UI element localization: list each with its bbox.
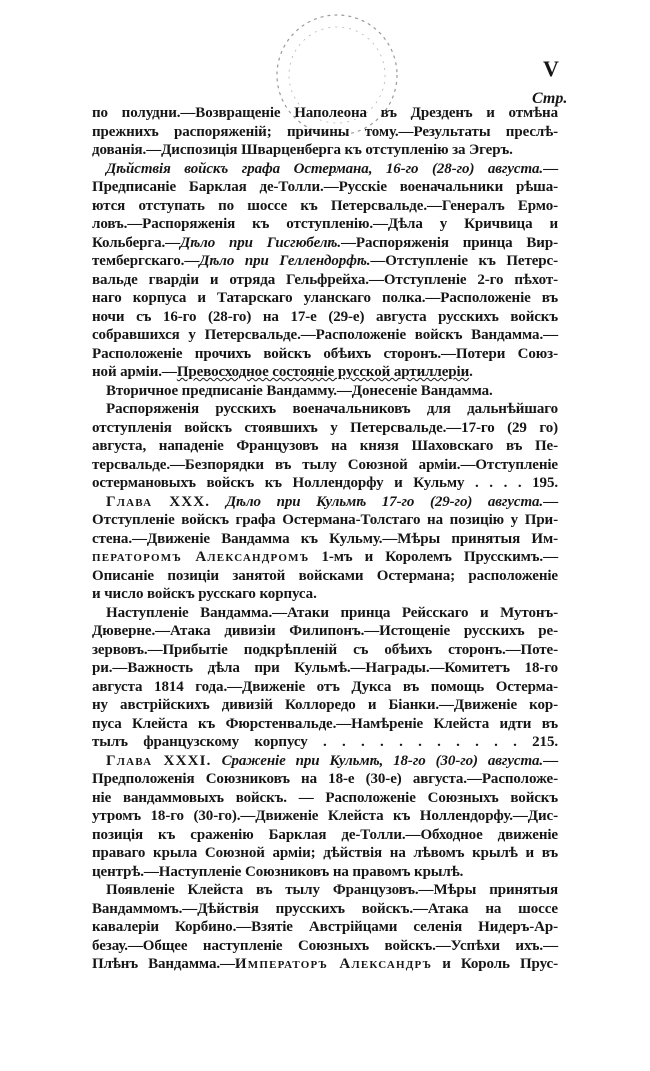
table-of-contents-text xyxy=(92,104,558,974)
text-line xyxy=(92,807,558,826)
text-line xyxy=(92,234,558,253)
text-line xyxy=(92,696,558,715)
text-line xyxy=(92,474,558,493)
text-line xyxy=(92,252,558,271)
small-caps-text: Императоръ Александръ xyxy=(234,956,433,972)
text-line xyxy=(92,493,558,512)
text-line xyxy=(92,881,558,900)
line-text: августа 1814 года.—Движеніе отъ Дукса въ помощь Остерма- xyxy=(92,678,558,695)
text-line xyxy=(92,678,558,697)
line-text: терсвальде.—Безпорядки въ тылу Союзной арміи.—Отступленіе xyxy=(92,456,558,473)
text-line xyxy=(92,548,558,567)
text-line xyxy=(92,955,558,974)
text-line xyxy=(92,733,558,752)
line-text: тембергскаго.— xyxy=(92,253,200,269)
line-text: центрѣ.—Наступленіе Союзниковъ на правомъ крылѣ. xyxy=(92,863,464,880)
text-line xyxy=(92,437,558,456)
text-line xyxy=(92,160,558,179)
underlined-text: Превосходное состояніе русской артиллеріи xyxy=(176,364,470,380)
small-caps-text: Глава XXX. xyxy=(106,493,211,510)
line-text: ной арміи.— xyxy=(92,364,177,380)
text-line xyxy=(92,604,558,623)
italic-heading-text: Сраженіе при Кульмѣ, 18-го (30-го) августа. xyxy=(211,752,544,769)
line-text: безау.—Общее наступленіе Союзныхъ войскъ.—Успѣхи ихъ.— xyxy=(92,937,558,954)
page-folio: V xyxy=(543,56,559,81)
line-text: Вандаммомъ.—Дѣйствія прусскихъ войскъ.—Атака на шоссе xyxy=(92,900,558,917)
text-line xyxy=(92,345,558,364)
text-line xyxy=(92,826,558,845)
line-text: прежнихъ распоряженій; причины тому.—Результаты преслѣ- xyxy=(92,123,558,140)
line-text: позиція къ сраженію Барклая де-Толли.—Обходное движеніе xyxy=(92,826,558,843)
line-text: Описаніе позиціи занятой войсками Остермана; расположеніе xyxy=(92,567,558,584)
line-text: Предписаніе Барклая де-Толли.—Русскіе военачальники рѣша- xyxy=(92,179,558,195)
line-text: —Отступленіе къ Петерс- xyxy=(370,253,559,269)
text-line xyxy=(92,511,558,530)
line-text: тылъ французскому корпусу . . . . . . . . . . . 215. xyxy=(92,734,558,750)
text-line xyxy=(92,215,558,234)
line-text: стена.—Движеніе Вандамма къ Кульму.—Мѣры принятыя Им- xyxy=(92,530,558,547)
line-text: ночи съ 16-го (28-го) на 17-е (29-е) августа русскихъ войскъ xyxy=(92,308,558,325)
line-text: Расположеніе прочихъ войскъ обѣихъ сторонъ.—Потери Союз- xyxy=(92,345,558,362)
line-text: Наступленіе Вандамма.—Атаки принца Рейсскаго и Мутонъ- xyxy=(106,604,558,621)
page-column-heading: Стр. xyxy=(532,90,568,107)
text-line xyxy=(92,937,558,956)
text-line xyxy=(92,289,558,308)
line-text: ну австрійскихъ дивизій Коллоредо и Біанки.—Движеніе кор- xyxy=(92,697,558,713)
text-line xyxy=(92,659,558,678)
line-text: вальде гвардіи и отряда Гельфрейха.—Отступленіе 2-го пѣхот- xyxy=(92,271,558,288)
text-line xyxy=(92,567,558,586)
text-line xyxy=(92,363,558,382)
line-text: и число войскъ русскаго корпуса. xyxy=(92,586,317,602)
line-text: Отступленіе войскъ графа Остермана-Толстаго на позицію у При- xyxy=(92,512,558,528)
text-line xyxy=(92,918,558,937)
line-text: Появленіе Клейста въ тылу Французовъ.—Мѣры принятыя xyxy=(106,882,558,898)
line-text: утромъ 18-го (30-го).—Движеніе Клейста къ Ноллендорфу.—Дис- xyxy=(92,808,558,824)
line-text: —Распоряженія принца Вир- xyxy=(340,234,558,251)
text-line xyxy=(92,863,558,882)
text-line xyxy=(92,585,558,604)
text-line xyxy=(92,382,558,401)
text-line xyxy=(92,400,558,419)
text-line xyxy=(92,271,558,290)
text-line xyxy=(92,104,558,123)
line-text: Предположенія Союзниковъ на 18-е (30-е) августа.—Расположе- xyxy=(92,771,558,787)
line-text: Вторичное предписаніе Вандамму.—Донесеніе Вандамма. xyxy=(106,382,493,399)
line-text: дованія.—Диспозиція Шварценберга къ отступленію за Эгеръ. xyxy=(92,142,513,158)
text-line xyxy=(92,715,558,734)
small-caps-text: Глава XXXI. xyxy=(106,752,212,769)
line-text: ри.—Важность дѣла при Кульмѣ.—Награды.—Комитетъ 18-го xyxy=(92,660,558,676)
text-line xyxy=(92,770,558,789)
line-text: по полудни.—Возвращеніе Наполеона въ Дрезденъ и отмѣна xyxy=(92,105,558,121)
text-line xyxy=(92,141,558,160)
line-text: и Король Прус- xyxy=(432,956,558,972)
line-text: праваго крыла Союзной арміи; дѣйствія на лѣвомъ крылѣ и въ xyxy=(92,845,558,861)
line-text: — xyxy=(543,493,558,510)
text-line xyxy=(92,752,558,771)
line-text: — xyxy=(543,752,558,769)
line-text: — xyxy=(543,160,558,177)
line-text: Кольберга.— xyxy=(92,234,181,251)
italic-heading-text: Дѣло при Гисгюбелѣ. xyxy=(180,234,341,251)
line-text: Плѣнъ Вандамма.— xyxy=(92,956,235,972)
line-text: кавалеріи Корбино.—Взятіе Австрійцами селенія Нидеръ-Ар- xyxy=(92,919,558,935)
line-text: августа, нападеніе Французовъ на князя Шаховскаго въ Пе- xyxy=(92,438,558,454)
line-text: 1-мъ и Королемъ Прусскимъ.— xyxy=(309,549,558,565)
line-text: ловъ.—Распоряженія къ отступленію.—Дѣла у Кричвица и xyxy=(92,216,558,232)
text-line xyxy=(92,123,558,142)
line-text: наго корпуса и Татарскаго уланскаго полка.—Расположеніе въ xyxy=(92,290,558,306)
italic-heading-text: Дѣло при Геллендорфѣ. xyxy=(199,253,371,269)
text-line xyxy=(92,197,558,216)
line-text: собравшихся у Петерсвальде.—Расположеніе войскъ Вандамма.— xyxy=(92,327,558,343)
small-caps-text: ператоромъ Александромъ xyxy=(92,549,310,565)
text-line xyxy=(92,789,558,808)
line-text: . xyxy=(469,364,473,380)
text-line xyxy=(92,641,558,660)
text-line xyxy=(92,844,558,863)
text-line xyxy=(92,530,558,549)
text-line xyxy=(92,900,558,919)
line-text: Дюверне.—Атака дивизіи Филипонъ.—Истощеніе русскихъ ре- xyxy=(92,623,558,639)
italic-heading-text: Дѣйствія войскъ графа Остермана, 16-го (28-го) августа. xyxy=(106,160,544,177)
text-line xyxy=(92,326,558,345)
line-text: остермановыхъ войскъ къ Ноллендорфу и Кульму . . . . 195. xyxy=(92,475,558,491)
line-text: Распоряженія русскихъ военачальниковъ для дальнѣйшаго xyxy=(106,401,558,417)
line-text: пуса Клейста къ Фюрстенвальде.—Намѣреніе Клейста идти въ xyxy=(92,715,558,732)
italic-heading-text: Дѣло при Кульмѣ 17-го (29-го) августа. xyxy=(210,493,544,510)
text-line xyxy=(92,419,558,438)
line-text: ются отступать по шоссе къ Петерсвальде.—Генералъ Ермо- xyxy=(92,197,558,214)
line-text: зервовъ.—Прибытіе подкрѣпленій съ обѣихъ сторонъ.—Поте- xyxy=(92,641,558,658)
text-line xyxy=(92,178,558,197)
line-text: ніе вандаммовыхъ войскъ. — Расположеніе Союзныхъ войскъ xyxy=(92,789,558,806)
text-line xyxy=(92,622,558,641)
line-text: отступленія войскъ стоявшихъ у Петерсвальде.—17-го (29 го) xyxy=(92,419,558,436)
text-line xyxy=(92,456,558,475)
text-line xyxy=(92,308,558,327)
